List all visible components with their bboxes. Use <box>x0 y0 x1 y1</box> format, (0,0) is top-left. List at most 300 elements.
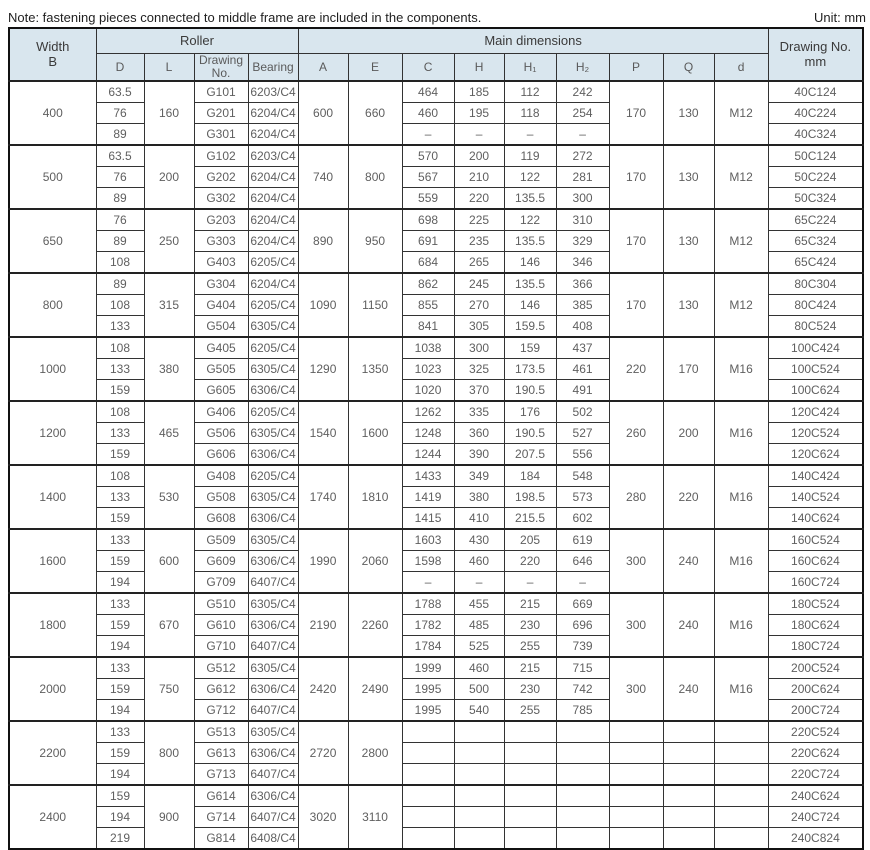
cell-width-b: 2400 <box>9 785 96 849</box>
cell-dim-h2: 254 <box>556 103 609 124</box>
cell-dim-h: 300 <box>454 337 504 359</box>
cell-roller-drawing-no: G302 <box>194 188 248 210</box>
header-col-h: H <box>454 54 504 82</box>
cell-bearing: 6306/C4 <box>248 615 298 636</box>
cell-drawing-no-mm: 160C724 <box>768 572 863 594</box>
cell-drawing-no-mm: 140C524 <box>768 487 863 508</box>
cell-dim-a: 2720 <box>298 721 348 785</box>
cell-dim-h1: 215.5 <box>504 508 556 530</box>
cell-dim-e: 1810 <box>348 465 402 529</box>
cell-dim-h2: 602 <box>556 508 609 530</box>
cell-dim-p <box>609 764 663 786</box>
cell-dim-h1: 184 <box>504 465 556 487</box>
cell-roller-length: 200 <box>144 145 194 209</box>
header-row-groups <box>9 28 863 54</box>
cell-dim-c: 559 <box>402 188 454 210</box>
cell-roller-diameter: 133 <box>96 721 144 743</box>
table-row <box>9 721 863 743</box>
cell-dim-h: 460 <box>454 657 504 679</box>
cell-dim-c: 1433 <box>402 465 454 487</box>
cell-dim-h: 245 <box>454 273 504 295</box>
cell-dim-e: 3110 <box>348 785 402 849</box>
cell-dim-h: 265 <box>454 252 504 274</box>
cell-dim-p: 280 <box>609 465 663 529</box>
cell-dim-d <box>714 743 768 764</box>
cell-width-b: 2000 <box>9 657 96 721</box>
table-row <box>9 785 863 807</box>
cell-bearing: 6305/C4 <box>248 529 298 551</box>
cell-dim-c: 1999 <box>402 657 454 679</box>
cell-dim-h: 220 <box>454 188 504 210</box>
cell-roller-drawing-no: G203 <box>194 209 248 231</box>
cell-roller-drawing-no: G201 <box>194 103 248 124</box>
cell-roller-diameter: 76 <box>96 167 144 188</box>
cell-dim-d: M16 <box>714 401 768 465</box>
cell-dim-h1: 118 <box>504 103 556 124</box>
cell-roller-drawing-no: G408 <box>194 465 248 487</box>
cell-dim-h1: 112 <box>504 81 556 103</box>
cell-roller-diameter: 89 <box>96 188 144 210</box>
cell-dim-h1: 255 <box>504 700 556 722</box>
cell-dim-h: 410 <box>454 508 504 530</box>
header-row-subcolumns <box>9 54 863 82</box>
cell-dim-c: 570 <box>402 145 454 167</box>
cell-roller-drawing-no: G605 <box>194 380 248 402</box>
cell-drawing-no-mm: 120C524 <box>768 423 863 444</box>
table-row <box>9 593 863 615</box>
cell-dim-d: M12 <box>714 209 768 273</box>
cell-width-b: 1200 <box>9 401 96 465</box>
cell-dim-h1 <box>504 785 556 807</box>
header-col-small-d: d <box>714 54 768 82</box>
cell-bearing: 6204/C4 <box>248 167 298 188</box>
cell-dim-h2: 573 <box>556 487 609 508</box>
cell-dim-c: 1020 <box>402 380 454 402</box>
cell-dim-h: 460 <box>454 551 504 572</box>
cell-roller-diameter: 133 <box>96 359 144 380</box>
cell-bearing: 6205/C4 <box>248 337 298 359</box>
cell-roller-diameter: 76 <box>96 209 144 231</box>
cell-drawing-no-mm: 50C224 <box>768 167 863 188</box>
cell-dim-c: 1782 <box>402 615 454 636</box>
table-row <box>9 81 863 103</box>
cell-dim-c: – <box>402 124 454 146</box>
table-row <box>9 529 863 551</box>
cell-roller-drawing-no: G613 <box>194 743 248 764</box>
cell-roller-diameter: 108 <box>96 337 144 359</box>
cell-dim-c: 1995 <box>402 679 454 700</box>
cell-dim-c: 855 <box>402 295 454 316</box>
cell-roller-drawing-no: G510 <box>194 593 248 615</box>
cell-drawing-no-mm: 240C624 <box>768 785 863 807</box>
cell-dim-q: 220 <box>663 465 714 529</box>
cell-bearing: 6305/C4 <box>248 423 298 444</box>
cell-dim-h1: 159.5 <box>504 316 556 338</box>
cell-dim-h: 525 <box>454 636 504 658</box>
cell-dim-c: 1788 <box>402 593 454 615</box>
cell-dim-h <box>454 764 504 786</box>
header-col-a: A <box>298 54 348 82</box>
cell-roller-diameter: 194 <box>96 700 144 722</box>
cell-dim-h1: 146 <box>504 295 556 316</box>
cell-dim-h: – <box>454 572 504 594</box>
cell-roller-drawing-no: G714 <box>194 807 248 828</box>
cell-dim-c <box>402 785 454 807</box>
cell-roller-drawing-no: G101 <box>194 81 248 103</box>
cell-roller-length: 800 <box>144 721 194 785</box>
header-col-drawing-no: Drawing No. <box>194 54 248 82</box>
cell-roller-diameter: 133 <box>96 316 144 338</box>
cell-drawing-no-mm: 200C624 <box>768 679 863 700</box>
table-row <box>9 764 863 786</box>
cell-dim-a: 1290 <box>298 337 348 401</box>
cell-dim-a: 1740 <box>298 465 348 529</box>
cell-dim-p <box>609 785 663 807</box>
cell-dim-a: 600 <box>298 81 348 145</box>
cell-dim-c: 1415 <box>402 508 454 530</box>
cell-dim-e: 2490 <box>348 657 402 721</box>
cell-roller-drawing-no: G610 <box>194 615 248 636</box>
cell-dim-h2: 669 <box>556 593 609 615</box>
cell-dim-e: 660 <box>348 81 402 145</box>
cell-roller-drawing-no: G713 <box>194 764 248 786</box>
cell-dim-h1: 146 <box>504 252 556 274</box>
cell-bearing: 6306/C4 <box>248 743 298 764</box>
cell-dim-h: 360 <box>454 423 504 444</box>
cell-dim-q <box>663 785 714 807</box>
cell-dim-d: M12 <box>714 81 768 145</box>
cell-roller-length: 380 <box>144 337 194 401</box>
cell-bearing: 6306/C4 <box>248 679 298 700</box>
cell-drawing-no-mm: 40C324 <box>768 124 863 146</box>
cell-drawing-no-mm: 180C624 <box>768 615 863 636</box>
cell-roller-diameter: 133 <box>96 593 144 615</box>
cell-dim-c <box>402 807 454 828</box>
cell-dim-h1: 122 <box>504 167 556 188</box>
table-body <box>9 81 863 849</box>
cell-drawing-no-mm: 100C624 <box>768 380 863 402</box>
cell-roller-drawing-no: G509 <box>194 529 248 551</box>
cell-width-b: 1600 <box>9 529 96 593</box>
cell-dim-c: 841 <box>402 316 454 338</box>
cell-drawing-no-mm: 180C724 <box>768 636 863 658</box>
cell-dim-e: 2060 <box>348 529 402 593</box>
cell-dim-c: 460 <box>402 103 454 124</box>
cell-dim-c: – <box>402 572 454 594</box>
cell-bearing: 6205/C4 <box>248 252 298 274</box>
cell-drawing-no-mm: 65C424 <box>768 252 863 274</box>
unit-label: Unit: mm <box>814 10 866 25</box>
cell-drawing-no-mm: 65C224 <box>768 209 863 231</box>
cell-roller-diameter: 89 <box>96 231 144 252</box>
cell-dim-h1: 119 <box>504 145 556 167</box>
cell-dim-h: 455 <box>454 593 504 615</box>
cell-dim-h1: 255 <box>504 636 556 658</box>
cell-drawing-no-mm: 240C724 <box>768 807 863 828</box>
cell-dim-h2: 646 <box>556 551 609 572</box>
header-col-p: P <box>609 54 663 82</box>
cell-dim-h1 <box>504 721 556 743</box>
cell-roller-diameter: 89 <box>96 273 144 295</box>
cell-bearing: 6204/C4 <box>248 273 298 295</box>
cell-dim-h: 430 <box>454 529 504 551</box>
cell-roller-diameter: 108 <box>96 295 144 316</box>
cell-dim-c: 464 <box>402 81 454 103</box>
cell-dim-e: 1600 <box>348 401 402 465</box>
cell-dim-h <box>454 828 504 850</box>
cell-roller-length: 250 <box>144 209 194 273</box>
cell-dim-c: 1244 <box>402 444 454 466</box>
cell-dim-h: 540 <box>454 700 504 722</box>
cell-roller-length: 670 <box>144 593 194 657</box>
cell-dim-h2: 527 <box>556 423 609 444</box>
cell-drawing-no-mm: 40C124 <box>768 81 863 103</box>
header-col-h2: H₂ <box>556 54 609 82</box>
cell-dim-q: 130 <box>663 145 714 209</box>
cell-roller-length: 315 <box>144 273 194 337</box>
cell-dim-p: 170 <box>609 209 663 273</box>
cell-width-b: 1000 <box>9 337 96 401</box>
cell-dim-p: 170 <box>609 81 663 145</box>
cell-dim-e: 2800 <box>348 721 402 785</box>
cell-drawing-no-mm: 140C424 <box>768 465 863 487</box>
cell-roller-drawing-no: G504 <box>194 316 248 338</box>
cell-roller-diameter: 63.5 <box>96 145 144 167</box>
note-text: Note: fastening pieces connected to middle frame are included in the components. <box>8 10 482 25</box>
cell-dim-h1: 230 <box>504 615 556 636</box>
cell-dim-h2 <box>556 743 609 764</box>
cell-roller-drawing-no: G814 <box>194 828 248 850</box>
cell-dim-h2: 548 <box>556 465 609 487</box>
cell-drawing-no-mm: 220C724 <box>768 764 863 786</box>
cell-dim-h1: 215 <box>504 593 556 615</box>
cell-dim-p: 300 <box>609 593 663 657</box>
cell-dim-d: M12 <box>714 145 768 209</box>
table-head <box>9 28 863 81</box>
cell-dim-h2: 785 <box>556 700 609 722</box>
cell-bearing: 6306/C4 <box>248 785 298 807</box>
cell-roller-diameter: 133 <box>96 657 144 679</box>
cell-dim-q: 170 <box>663 337 714 401</box>
cell-roller-drawing-no: G609 <box>194 551 248 572</box>
cell-dim-h2 <box>556 828 609 850</box>
cell-dim-h: 195 <box>454 103 504 124</box>
cell-dim-e: 1150 <box>348 273 402 337</box>
cell-dim-d <box>714 828 768 850</box>
cell-dim-h1: – <box>504 124 556 146</box>
cell-dim-p <box>609 807 663 828</box>
cell-dim-h2: 272 <box>556 145 609 167</box>
cell-dim-a: 3020 <box>298 785 348 849</box>
header-col-l: L <box>144 54 194 82</box>
cell-dim-d: M16 <box>714 465 768 529</box>
cell-dim-h1 <box>504 743 556 764</box>
cell-roller-diameter: 159 <box>96 444 144 466</box>
cell-dim-h1: 220 <box>504 551 556 572</box>
cell-roller-diameter: 159 <box>96 508 144 530</box>
cell-dim-h: 370 <box>454 380 504 402</box>
cell-dim-h1: 135.5 <box>504 273 556 295</box>
cell-bearing: 6204/C4 <box>248 188 298 210</box>
cell-drawing-no-mm: 120C424 <box>768 401 863 423</box>
cell-drawing-no-mm: 100C524 <box>768 359 863 380</box>
cell-dim-c: 1598 <box>402 551 454 572</box>
cell-roller-drawing-no: G608 <box>194 508 248 530</box>
cell-bearing: 6305/C4 <box>248 487 298 508</box>
cell-roller-drawing-no: G612 <box>194 679 248 700</box>
cell-dim-h2: 715 <box>556 657 609 679</box>
cell-dim-h2 <box>556 764 609 786</box>
cell-dim-h: 390 <box>454 444 504 466</box>
cell-width-b: 1800 <box>9 593 96 657</box>
cell-dim-h2: 242 <box>556 81 609 103</box>
cell-dim-c: 1262 <box>402 401 454 423</box>
cell-drawing-no-mm: 200C724 <box>768 700 863 722</box>
cell-roller-diameter: 108 <box>96 401 144 423</box>
cell-dim-h1: 215 <box>504 657 556 679</box>
cell-bearing: 6305/C4 <box>248 359 298 380</box>
cell-roller-drawing-no: G606 <box>194 444 248 466</box>
cell-dim-h <box>454 721 504 743</box>
cell-drawing-no-mm: 65C324 <box>768 231 863 252</box>
header-col-e: E <box>348 54 402 82</box>
cell-roller-diameter: 133 <box>96 423 144 444</box>
cell-dim-h2: 619 <box>556 529 609 551</box>
cell-roller-diameter: 133 <box>96 529 144 551</box>
cell-dim-q: 240 <box>663 529 714 593</box>
cell-roller-drawing-no: G405 <box>194 337 248 359</box>
cell-dim-a: 1990 <box>298 529 348 593</box>
cell-drawing-no-mm: 50C124 <box>768 145 863 167</box>
cell-roller-diameter: 159 <box>96 679 144 700</box>
cell-drawing-no-mm: 180C524 <box>768 593 863 615</box>
cell-drawing-no-mm: 140C624 <box>768 508 863 530</box>
cell-dim-h1: 135.5 <box>504 231 556 252</box>
cell-dim-h2: 281 <box>556 167 609 188</box>
cell-width-b: 500 <box>9 145 96 209</box>
cell-dim-c: 691 <box>402 231 454 252</box>
cell-roller-diameter: 159 <box>96 615 144 636</box>
cell-roller-drawing-no: G102 <box>194 145 248 167</box>
table-row <box>9 828 863 850</box>
cell-dim-h1 <box>504 828 556 850</box>
cell-dim-p <box>609 828 663 850</box>
cell-dim-q <box>663 721 714 743</box>
cell-roller-diameter: 159 <box>96 785 144 807</box>
cell-dim-h2: – <box>556 124 609 146</box>
cell-dim-q: 240 <box>663 657 714 721</box>
cell-dim-p <box>609 721 663 743</box>
cell-dim-h: 325 <box>454 359 504 380</box>
cell-drawing-no-mm: 220C524 <box>768 721 863 743</box>
table-row <box>9 743 863 764</box>
cell-drawing-no-mm: 120C624 <box>768 444 863 466</box>
cell-dim-h: 335 <box>454 401 504 423</box>
cell-dim-p: 170 <box>609 145 663 209</box>
cell-dim-h: 349 <box>454 465 504 487</box>
cell-dim-h1: 176 <box>504 401 556 423</box>
cell-roller-diameter: 108 <box>96 252 144 274</box>
cell-dim-h1: 207.5 <box>504 444 556 466</box>
cell-dim-a: 1540 <box>298 401 348 465</box>
cell-roller-length: 900 <box>144 785 194 849</box>
cell-bearing: 6305/C4 <box>248 593 298 615</box>
cell-dim-e: 1350 <box>348 337 402 401</box>
cell-dim-h2 <box>556 721 609 743</box>
cell-dim-h1: 173.5 <box>504 359 556 380</box>
cell-dim-p: 220 <box>609 337 663 401</box>
cell-dim-h <box>454 743 504 764</box>
cell-dim-h: 380 <box>454 487 504 508</box>
cell-dim-a: 1090 <box>298 273 348 337</box>
cell-bearing: 6305/C4 <box>248 721 298 743</box>
cell-roller-drawing-no: G614 <box>194 785 248 807</box>
cell-roller-drawing-no: G508 <box>194 487 248 508</box>
cell-dim-c: 1023 <box>402 359 454 380</box>
cell-dim-d: M16 <box>714 657 768 721</box>
header-col-bearing: Bearing <box>248 54 298 82</box>
cell-dim-h1: 135.5 <box>504 188 556 210</box>
cell-bearing: 6407/C4 <box>248 572 298 594</box>
cell-dim-c: 1419 <box>402 487 454 508</box>
cell-dim-p: 170 <box>609 273 663 337</box>
cell-bearing: 6306/C4 <box>248 508 298 530</box>
cell-dim-h <box>454 785 504 807</box>
cell-roller-diameter: 133 <box>96 487 144 508</box>
cell-dim-e: 800 <box>348 145 402 209</box>
cell-dim-h2: 556 <box>556 444 609 466</box>
table-row <box>9 657 863 679</box>
header-drawing-no-mm: Drawing No. mm <box>768 28 863 81</box>
cell-dim-h1: 230 <box>504 679 556 700</box>
cell-bearing: 6407/C4 <box>248 636 298 658</box>
cell-dim-p: 260 <box>609 401 663 465</box>
cell-width-b: 800 <box>9 273 96 337</box>
cell-dim-q: 130 <box>663 273 714 337</box>
table-row <box>9 807 863 828</box>
header-col-c: C <box>402 54 454 82</box>
topbar <box>8 5 866 25</box>
cell-dim-c: 567 <box>402 167 454 188</box>
cell-dim-h2: 696 <box>556 615 609 636</box>
cell-roller-diameter: 159 <box>96 551 144 572</box>
cell-dim-c: 1038 <box>402 337 454 359</box>
cell-dim-h <box>454 807 504 828</box>
cell-dim-h2: 742 <box>556 679 609 700</box>
cell-drawing-no-mm: 160C624 <box>768 551 863 572</box>
cell-dim-c: 1603 <box>402 529 454 551</box>
cell-dim-h2: 385 <box>556 295 609 316</box>
cell-roller-drawing-no: G406 <box>194 401 248 423</box>
cell-roller-length: 750 <box>144 657 194 721</box>
table-row <box>9 273 863 295</box>
cell-drawing-no-mm: 160C524 <box>768 529 863 551</box>
header-col-d: D <box>96 54 144 82</box>
header-main-dimensions: Main dimensions <box>298 28 768 54</box>
cell-dim-e: 2260 <box>348 593 402 657</box>
cell-dim-h2: 437 <box>556 337 609 359</box>
cell-drawing-no-mm: 80C304 <box>768 273 863 295</box>
cell-dim-d: M16 <box>714 529 768 593</box>
cell-dim-q <box>663 764 714 786</box>
cell-bearing: 6407/C4 <box>248 807 298 828</box>
cell-dim-q: 240 <box>663 593 714 657</box>
cell-width-b: 1400 <box>9 465 96 529</box>
cell-bearing: 6203/C4 <box>248 81 298 103</box>
table-row <box>9 337 863 359</box>
cell-dim-h: 500 <box>454 679 504 700</box>
cell-roller-drawing-no: G513 <box>194 721 248 743</box>
